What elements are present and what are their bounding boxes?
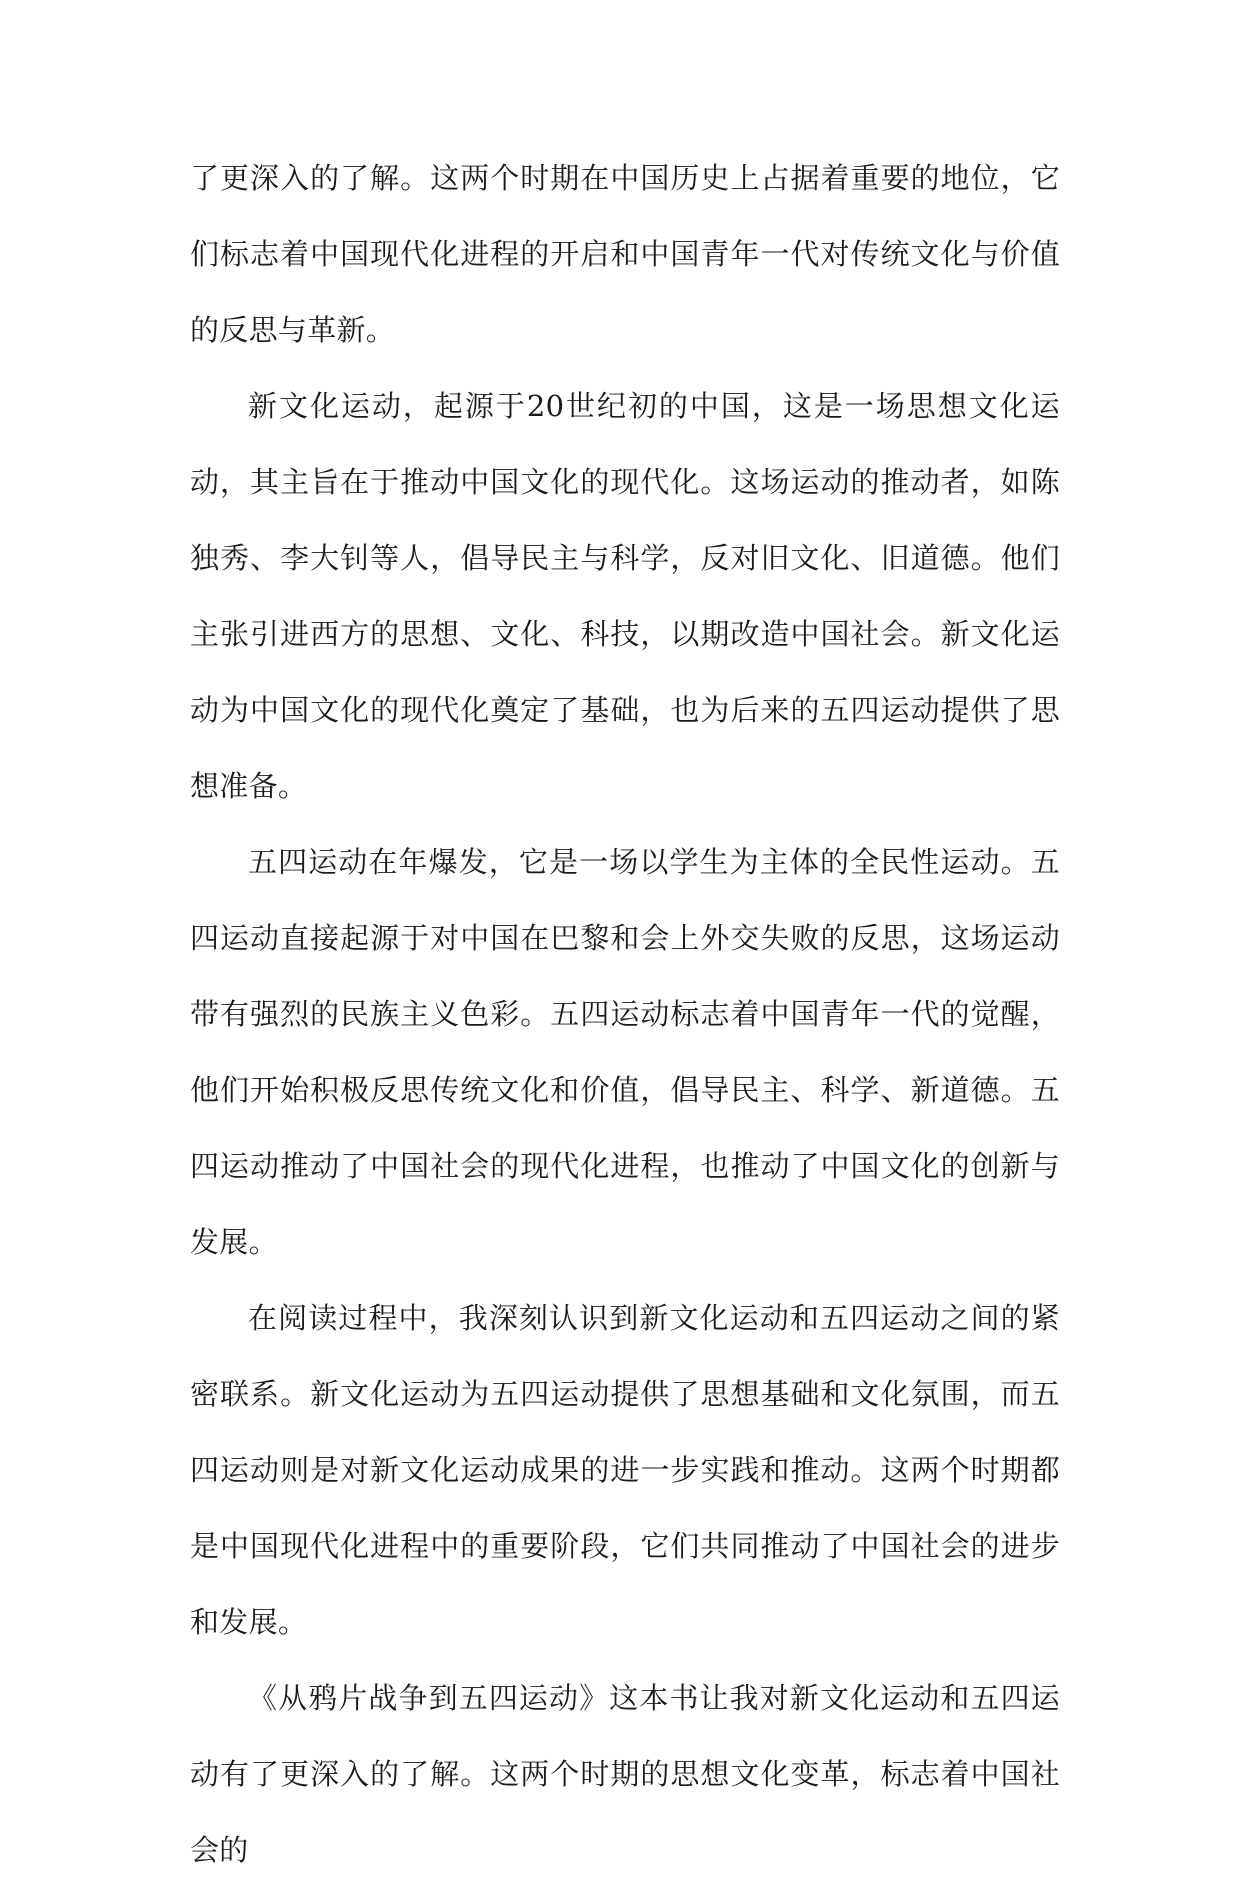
paragraph-conclusion: 《从鸦片战争到五四运动》这本书让我对新文化运动和五四运动有了更深入的了解。这两个时期的思想文化变革，标志着中国社会的 <box>190 1681 1060 1867</box>
paragraph-continuation: 了更深入的了解。这两个时期在中国历史上占据着重要的地位，它们标志着中国现代化进程的开启和中国青年一代对传统文化与价值的反思与革新。 <box>190 161 1060 347</box>
paragraph-connection: 在阅读过程中，我深刻认识到新文化运动和五四运动之间的紧密联系。新文化运动为五四运动提供了思想基础和文化氛围，而五四运动则是对新文化运动成果的进一步实践和推动。这两个时期都是中国现代化进程中的重要阶段，它们共同推动了中国社会的进步和发展。 <box>190 1301 1060 1639</box>
paragraph-may-fourth-movement: 五四运动在年爆发，它是一场以学生为主体的全民性运动。五四运动直接起源于对中国在巴黎和会上外交失败的反思，这场运动带有强烈的民族主义色彩。五四运动标志着中国青年一代的觉醒，他们开始积极反思传统文化和价值，倡导民主、科学、新道德。五四运动推动了中国社会的现代化进程，也推动了中国文化的创新与发展。 <box>190 845 1060 1259</box>
paragraph-new-culture-movement: 新文化运动，起源于20世纪初的中国，这是一场思想文化运动，其主旨在于推动中国文化的现代化。这场运动的推动者，如陈独秀、李大钊等人，倡导民主与科学，反对旧文化、旧道德。他们主张引进西方的思想、文化、科技，以期改造中国社会。新文化运动为中国文化的现代化奠定了基础，也为后来的五四运动提供了思想准备。 <box>190 389 1060 803</box>
body-text <box>190 140 1060 1888</box>
